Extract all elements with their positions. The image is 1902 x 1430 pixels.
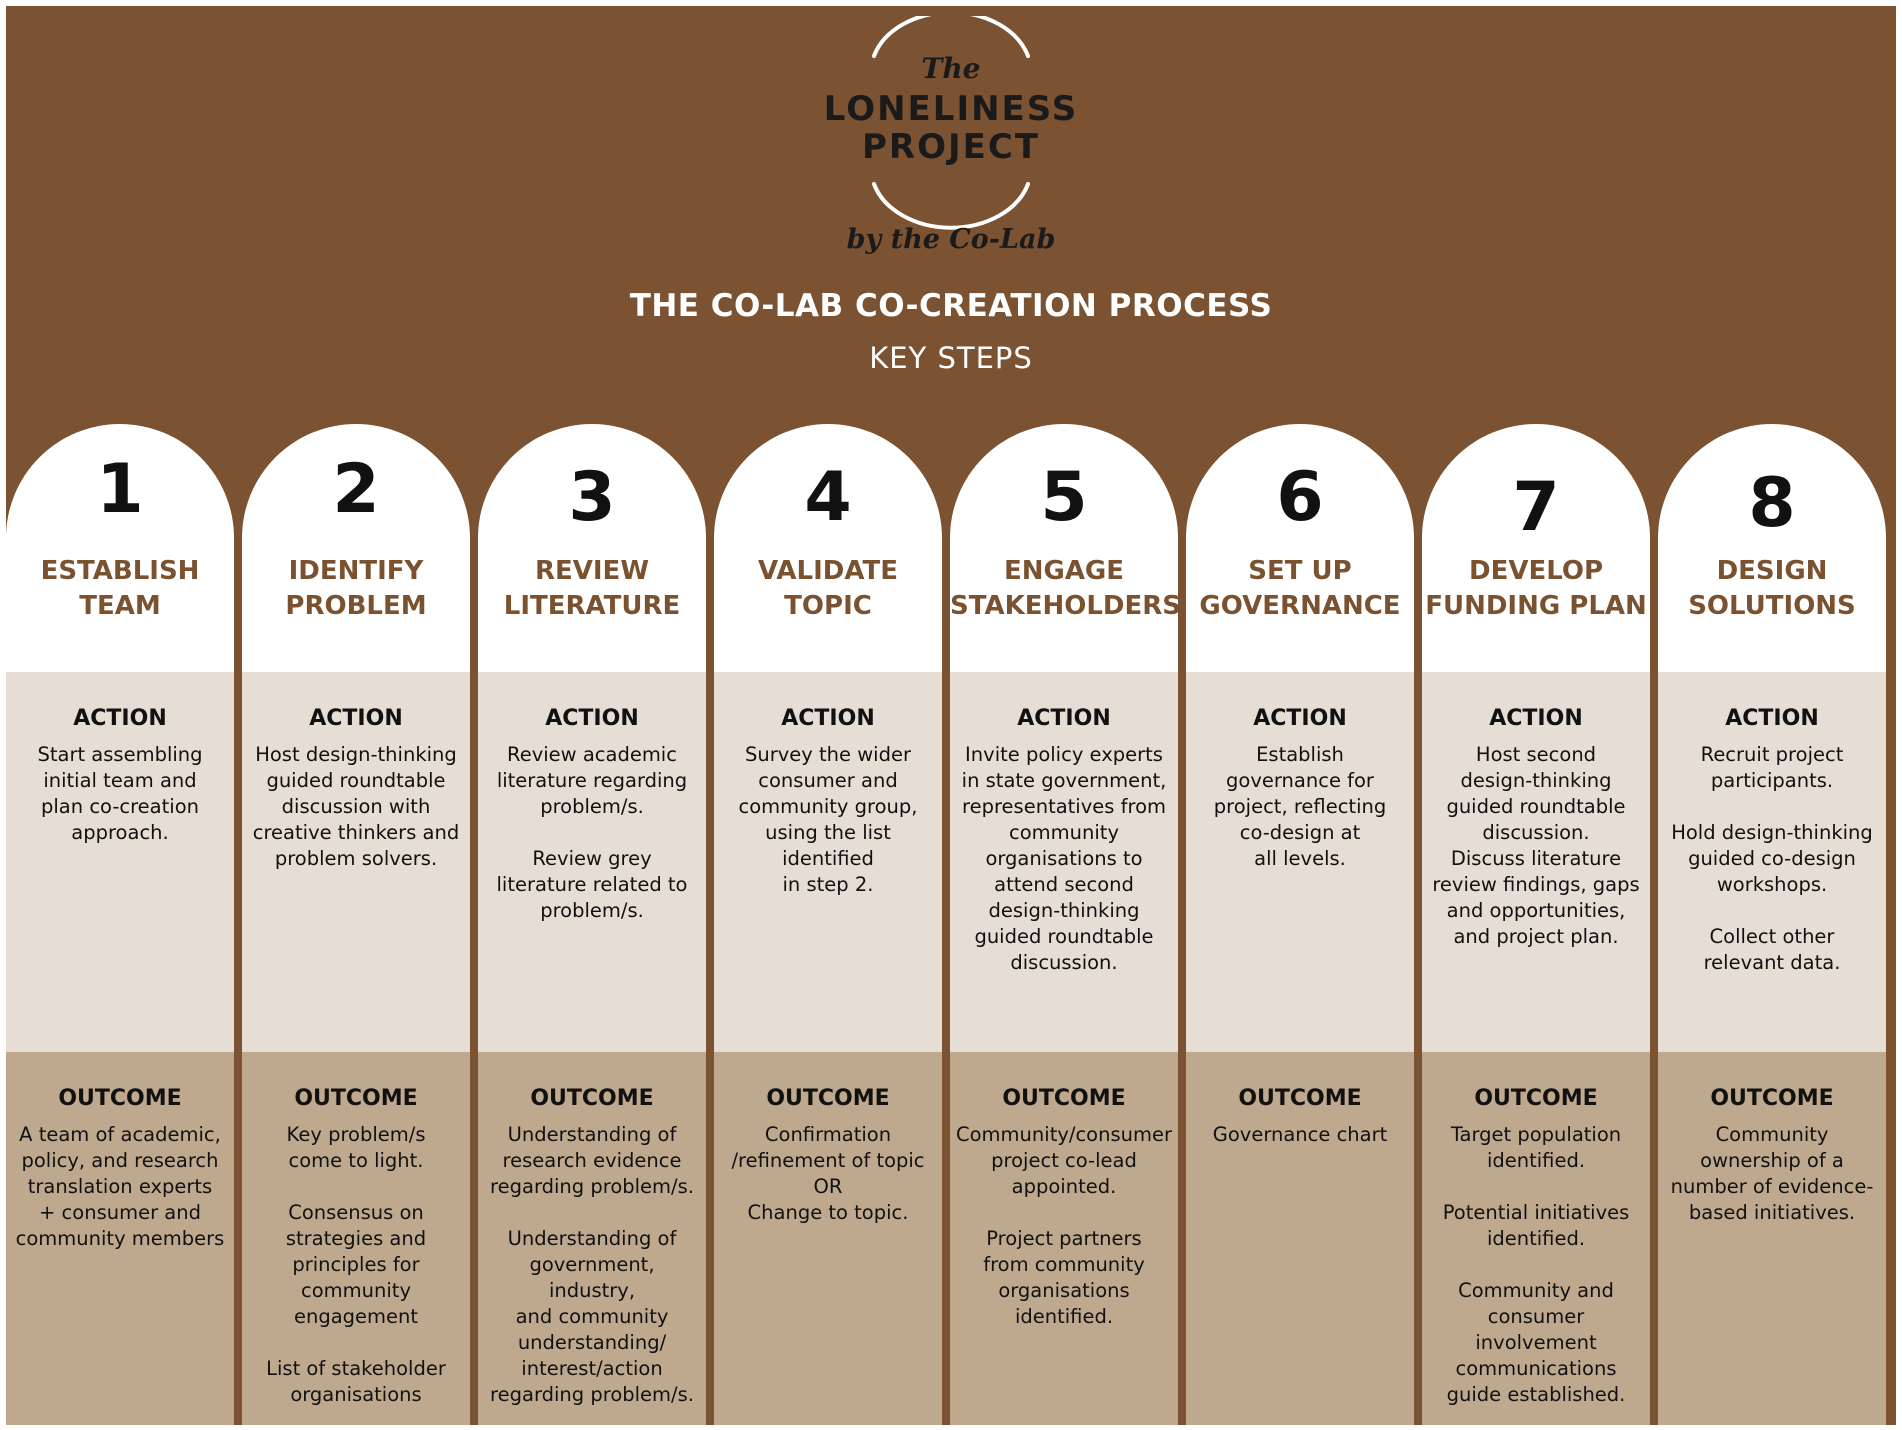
step-number: 3 <box>568 458 616 537</box>
logo-line1: LONELINESS <box>823 89 1079 129</box>
action-label: ACTION <box>781 706 875 731</box>
action-label: ACTION <box>73 706 167 731</box>
action-section <box>1186 672 1414 1052</box>
step-heading: IDENTIFY PROBLEM <box>285 556 427 621</box>
action-label: ACTION <box>1253 706 1347 731</box>
action-text: Survey the wider consumer and community group, using the list identified in step 2. <box>738 743 918 896</box>
step-column <box>714 424 942 1425</box>
step-arch <box>950 424 1181 672</box>
action-section <box>950 672 1178 1052</box>
poster <box>6 6 1896 1425</box>
outcome-text: Key problem/s come to light. Consensus on strategies and principles for community engagement List of stakeholder organisations <box>266 1123 446 1406</box>
outcome-section <box>1658 1052 1886 1425</box>
outcome-label: OUTCOME <box>530 1086 654 1111</box>
outcome-text: Understanding of research evidence regarding problem/s. Understanding of government, industry, and community understanding/ interest/action regarding problem/s. <box>490 1123 694 1406</box>
step-number: 6 <box>1276 458 1324 537</box>
action-text: Establish governance for project, reflecting co-design at all levels. <box>1213 743 1387 870</box>
logo <box>6 6 1896 326</box>
outcome-text: Governance chart <box>1212 1123 1388 1146</box>
action-label: ACTION <box>1725 706 1819 731</box>
step-arch <box>6 424 234 672</box>
action-label: ACTION <box>309 706 403 731</box>
outcome-label: OUTCOME <box>1002 1086 1126 1111</box>
action-section <box>1422 672 1650 1052</box>
step-column <box>1186 424 1414 1425</box>
action-text: Host second design-thinking guided roundtable discussion. Discuss literature review findings, gaps and opportunities, and project plan. <box>1432 743 1640 948</box>
step-column <box>242 424 470 1425</box>
step-arch <box>1658 424 1886 672</box>
step-heading: VALIDATE TOPIC <box>758 556 898 621</box>
step-number: 4 <box>804 458 852 537</box>
action-label: ACTION <box>1017 706 1111 731</box>
step-heading: ENGAGE STAKEHOLDERS <box>950 556 1181 621</box>
action-section <box>714 672 942 1052</box>
outcome-section <box>242 1052 470 1425</box>
outcome-section <box>6 1052 234 1425</box>
action-label: ACTION <box>1489 706 1583 731</box>
step-arch <box>1422 424 1650 672</box>
action-label: ACTION <box>545 706 639 731</box>
step-column <box>950 424 1181 1425</box>
step-number: 1 <box>96 450 144 529</box>
action-text: Recruit project participants. Hold design-thinking guided co-design workshops. Collect other relevant data. <box>1671 743 1873 974</box>
outcome-text: A team of academic, policy, and research translation experts + consumer and community members <box>15 1123 225 1250</box>
outcome-label: OUTCOME <box>1238 1086 1362 1111</box>
outcome-label: OUTCOME <box>1474 1086 1598 1111</box>
step-arch <box>714 424 942 672</box>
logo-the: The <box>921 52 981 85</box>
outcome-label: OUTCOME <box>766 1086 890 1111</box>
logo-line2: PROJECT <box>861 127 1041 167</box>
logo-by: by the Co-Lab <box>846 224 1056 255</box>
loneliness-project-logo <box>786 16 1116 276</box>
step-number: 7 <box>1512 468 1560 547</box>
step-number: 8 <box>1748 464 1796 543</box>
action-section <box>1658 672 1886 1052</box>
outcome-label: OUTCOME <box>58 1086 182 1111</box>
action-section <box>478 672 706 1052</box>
outcome-label: OUTCOME <box>294 1086 418 1111</box>
outcome-section <box>950 1052 1178 1425</box>
outcome-section <box>478 1052 706 1425</box>
action-text: Review academic literature regarding problem/s. Review grey literature related to problem/s. <box>496 743 688 922</box>
step-arch <box>242 424 470 672</box>
outcome-text: Target population identified. Potential initiatives identified. Community and consumer involvement communications guide established. <box>1442 1123 1630 1406</box>
action-text: Invite policy experts in state government, representatives from community organisations to attend second design-thinking guided roundtable discussion. <box>961 743 1167 974</box>
outcome-section <box>714 1052 942 1425</box>
page-title: THE CO-LAB CO-CREATION PROCESS <box>629 288 1273 324</box>
action-text: Start assembling initial team and plan co-creation approach. <box>37 743 203 844</box>
action-text: Host design-thinking guided roundtable discussion with creative thinkers and problem solvers. <box>252 743 460 870</box>
step-heading: REVIEW LITERATURE <box>503 556 681 621</box>
outcome-section <box>1422 1052 1650 1425</box>
outcome-text: Confirmation /refinement of topic OR Change to topic. <box>731 1123 925 1224</box>
outcome-text: Community/consumer project co-lead appointed. Project partners from community organisations identified. <box>956 1123 1172 1328</box>
step-number: 2 <box>332 450 380 529</box>
step-heading: SET UP GOVERNANCE <box>1199 556 1401 621</box>
outcome-section <box>1186 1052 1414 1425</box>
step-heading: DESIGN SOLUTIONS <box>1688 556 1856 621</box>
action-section <box>6 672 234 1052</box>
step-column <box>1422 424 1650 1425</box>
step-column <box>6 424 234 1425</box>
step-arch <box>1186 424 1414 672</box>
action-section <box>242 672 470 1052</box>
step-column <box>478 424 706 1425</box>
outcome-text: Community ownership of a number of evidence- based initiatives. <box>1670 1123 1874 1224</box>
step-heading: ESTABLISH TEAM <box>40 556 200 621</box>
step-heading: DEVELOP FUNDING PLAN <box>1425 556 1647 621</box>
outcome-label: OUTCOME <box>1710 1086 1834 1111</box>
step-number: 5 <box>1040 458 1088 537</box>
step-arch <box>478 424 706 672</box>
step-column <box>1658 424 1886 1425</box>
page-subtitle: KEY STEPS <box>869 341 1033 375</box>
